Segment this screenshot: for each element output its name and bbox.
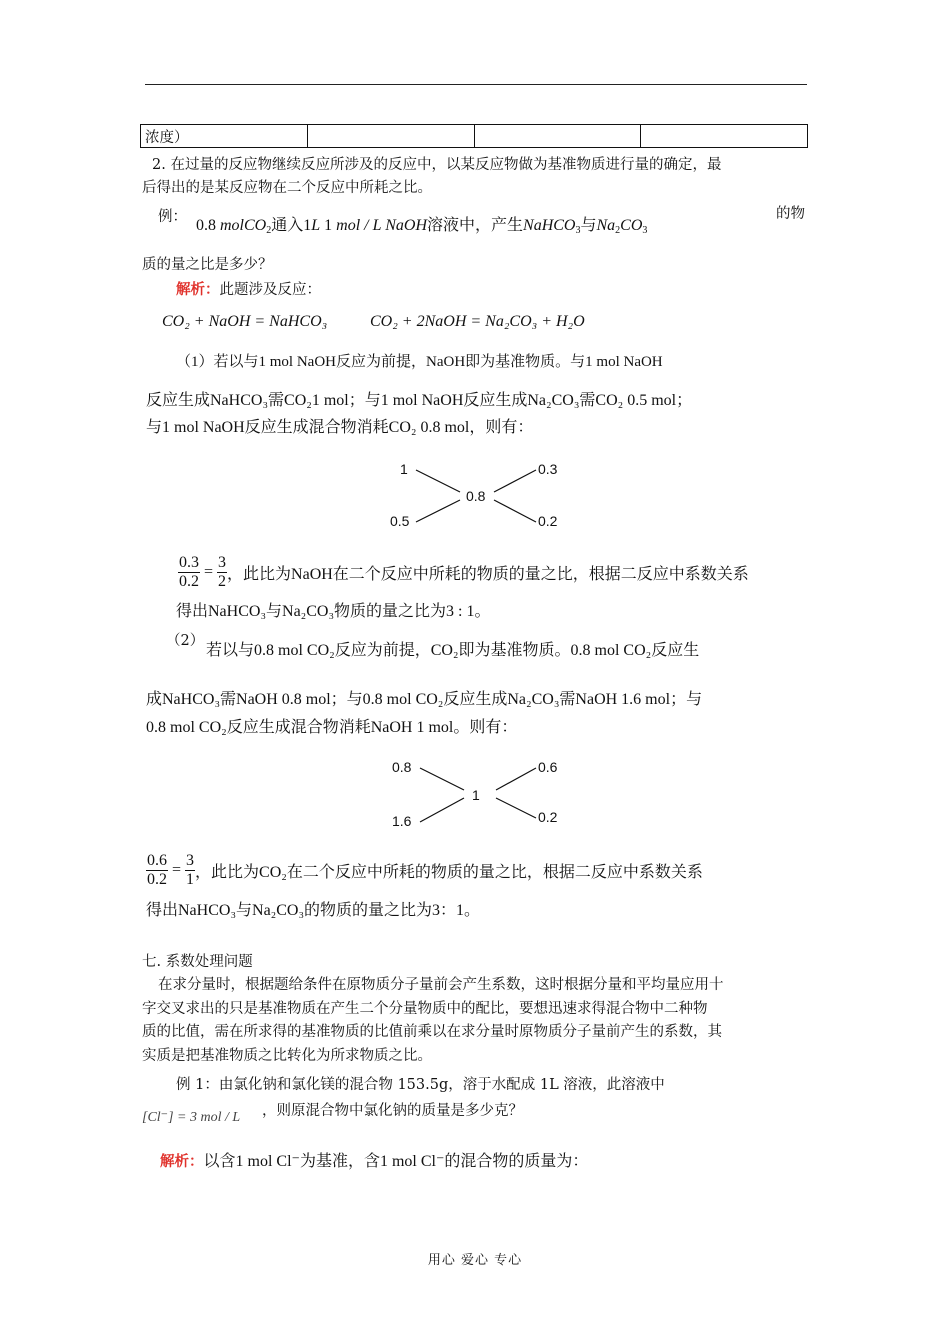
analysis-2-heading: 解析：以含1 mol Cl⁻为基准，含1 mol Cl⁻的混合物的质量为：: [160, 1153, 589, 1170]
ratio-2-fraction-a: $\frac{0.6}{0.2}$: [147, 852, 167, 888]
ratio-1-row: $\frac{0.3}{0.2}$ = $\frac{3}{2}$ ，此比为NaOH在二个反应中所耗的物质的量之比，根据二反应中系数关系: [179, 554, 749, 590]
cross1-top-right: 0.3: [538, 461, 558, 477]
section-7-title: 七. 系数处理问题: [142, 954, 253, 970]
concentration-table-fragment: [140, 124, 808, 148]
example-1-line-2: ，则原混合物中氯化钠的质量是多少克？: [262, 1103, 523, 1119]
example-question: 0.8 molCO$_2$通入1L 1 mol / L NaOH溶液中，产生NaHCO$_3$与$Na_2CO_3$: [196, 217, 648, 236]
section-7-line-4: 实质是把基准物质之比转化为所求物质之比。: [142, 1048, 432, 1064]
ratio-2-line-2: 得出NaHCO₃与Na₂CO₃的物质的量之比为3：1。: [146, 902, 481, 919]
cross2-bottom-left: 1.6: [392, 813, 412, 829]
ratio-2-row: $\frac{0.6}{0.2}$ = $\frac{3}{1}$ ，此比为CO₂在二个反应中所耗的物质的量之比，根据二反应中系数关系: [147, 852, 703, 888]
cross2-top-left: 0.8: [392, 759, 412, 775]
page-footer: 用心 爱心 专心: [427, 1253, 523, 1268]
cross1-bottom-right: 0.2: [538, 513, 558, 529]
analysis-2-label: 解析：: [160, 1153, 204, 1170]
step-2-number: （2）: [166, 633, 205, 649]
para-2-line-2: 后得出的是某反应物在二个反应中所耗之比。: [142, 180, 432, 196]
table-cell: [307, 125, 474, 148]
ratio-1-line-2: 得出NaHCO₃与Na₂CO₃物质的量之比为3 : 1。: [176, 603, 491, 620]
example-1-line-1: 例 1：由氯化钠和氯化镁的混合物 153.5g，溶于水配成 1L 溶液，此溶液中: [176, 1077, 665, 1093]
step-2-line-1: 若以与0.8 mol CO₂反应为前提，CO₂即为基准物质。0.8 mol CO₂反应生: [206, 642, 700, 659]
equation-1: CO₂ + NaOH = NaHCO₃: [162, 313, 328, 330]
cross2-top-right: 0.6: [538, 759, 558, 775]
step-2-line-3: 0.8 mol CO₂反应生成混合物消耗NaOH 1 mol。则有：: [146, 719, 518, 736]
example-question-line-2: 质的量之比是多少？: [142, 257, 273, 273]
step-1-line-3: 与1 mol NaOH反应生成混合物消耗CO₂ 0.8 mol，则有：: [146, 419, 534, 436]
section-7-line-1: 在求分量时，根据题给条件在原物质分子量前会产生系数，这时根据分量和平均量应用十: [158, 977, 724, 993]
cross2-bottom-right: 0.2: [538, 809, 558, 825]
equation-2: CO₂ + 2NaOH = Na₂CO₃ + H₂O: [370, 313, 585, 330]
cross1-top-left: 1: [400, 461, 408, 477]
cross1-center: 0.8: [466, 488, 486, 504]
cross1-bottom-left: 0.5: [390, 513, 410, 529]
table-cell: 浓度）: [141, 125, 308, 148]
table-cell: [641, 125, 808, 148]
example-question-tail: 的物: [776, 206, 805, 222]
ratio-2-text: ，此比为CO₂在二个反应中所耗的物质的量之比，根据二反应中系数关系: [195, 864, 703, 881]
para-2-line-1: 2. 在过量的反应物继续反应所涉及的反应中，以某反应物做为基准物质进行量的确定，最: [152, 157, 722, 173]
section-7-line-2: 字交叉求出的只是基准物质在产生二个分量物质中的配比，要想迅速求得混合物中二种物: [142, 1001, 708, 1017]
ratio-1-fraction-b: $\frac{3}{2}$: [218, 554, 227, 590]
section-7-line-3: 质的比值，需在所求得的基准物质的比值前乘以在求分量时原物质分子量前产生的系数，其: [142, 1024, 722, 1040]
analysis-heading: 解析：此题涉及反应：: [176, 281, 321, 298]
table-row: [141, 125, 808, 148]
table-cell: [474, 125, 641, 148]
header-rule: [145, 84, 807, 85]
ratio-1-text: ，此比为NaOH在二个反应中所耗的物质的量之比，根据二反应中系数关系: [227, 566, 749, 583]
cross-diagram-1: [380, 452, 580, 534]
step-1-line-2: 反应生成NaHCO₃需CO₂1 mol；与1 mol NaOH反应生成Na₂CO₃需CO₂ 0.5 mol；: [146, 392, 693, 409]
example-1-concentration: [Cl⁻] = 3 mol / L: [142, 1110, 241, 1125]
ratio-2-fraction-b: $\frac{3}{1}$: [186, 852, 195, 888]
cross2-center: 1: [472, 787, 480, 803]
cross-diagram-2: [380, 752, 580, 834]
example-label: 例：: [158, 209, 187, 225]
ratio-1-fraction-a: $\frac{0.3}{0.2}$: [179, 554, 199, 590]
step-2-line-2: 成NaHCO₃需NaOH 0.8 mol；与0.8 mol CO₂反应生成Na₂CO₃需NaOH 1.6 mol；与: [146, 691, 703, 708]
analysis-label: 解析：: [176, 281, 220, 298]
step-1-line-1: （1）若以与1 mol NaOH反应为前提，NaOH即为基准物质。与1 mol NaOH: [176, 354, 663, 370]
